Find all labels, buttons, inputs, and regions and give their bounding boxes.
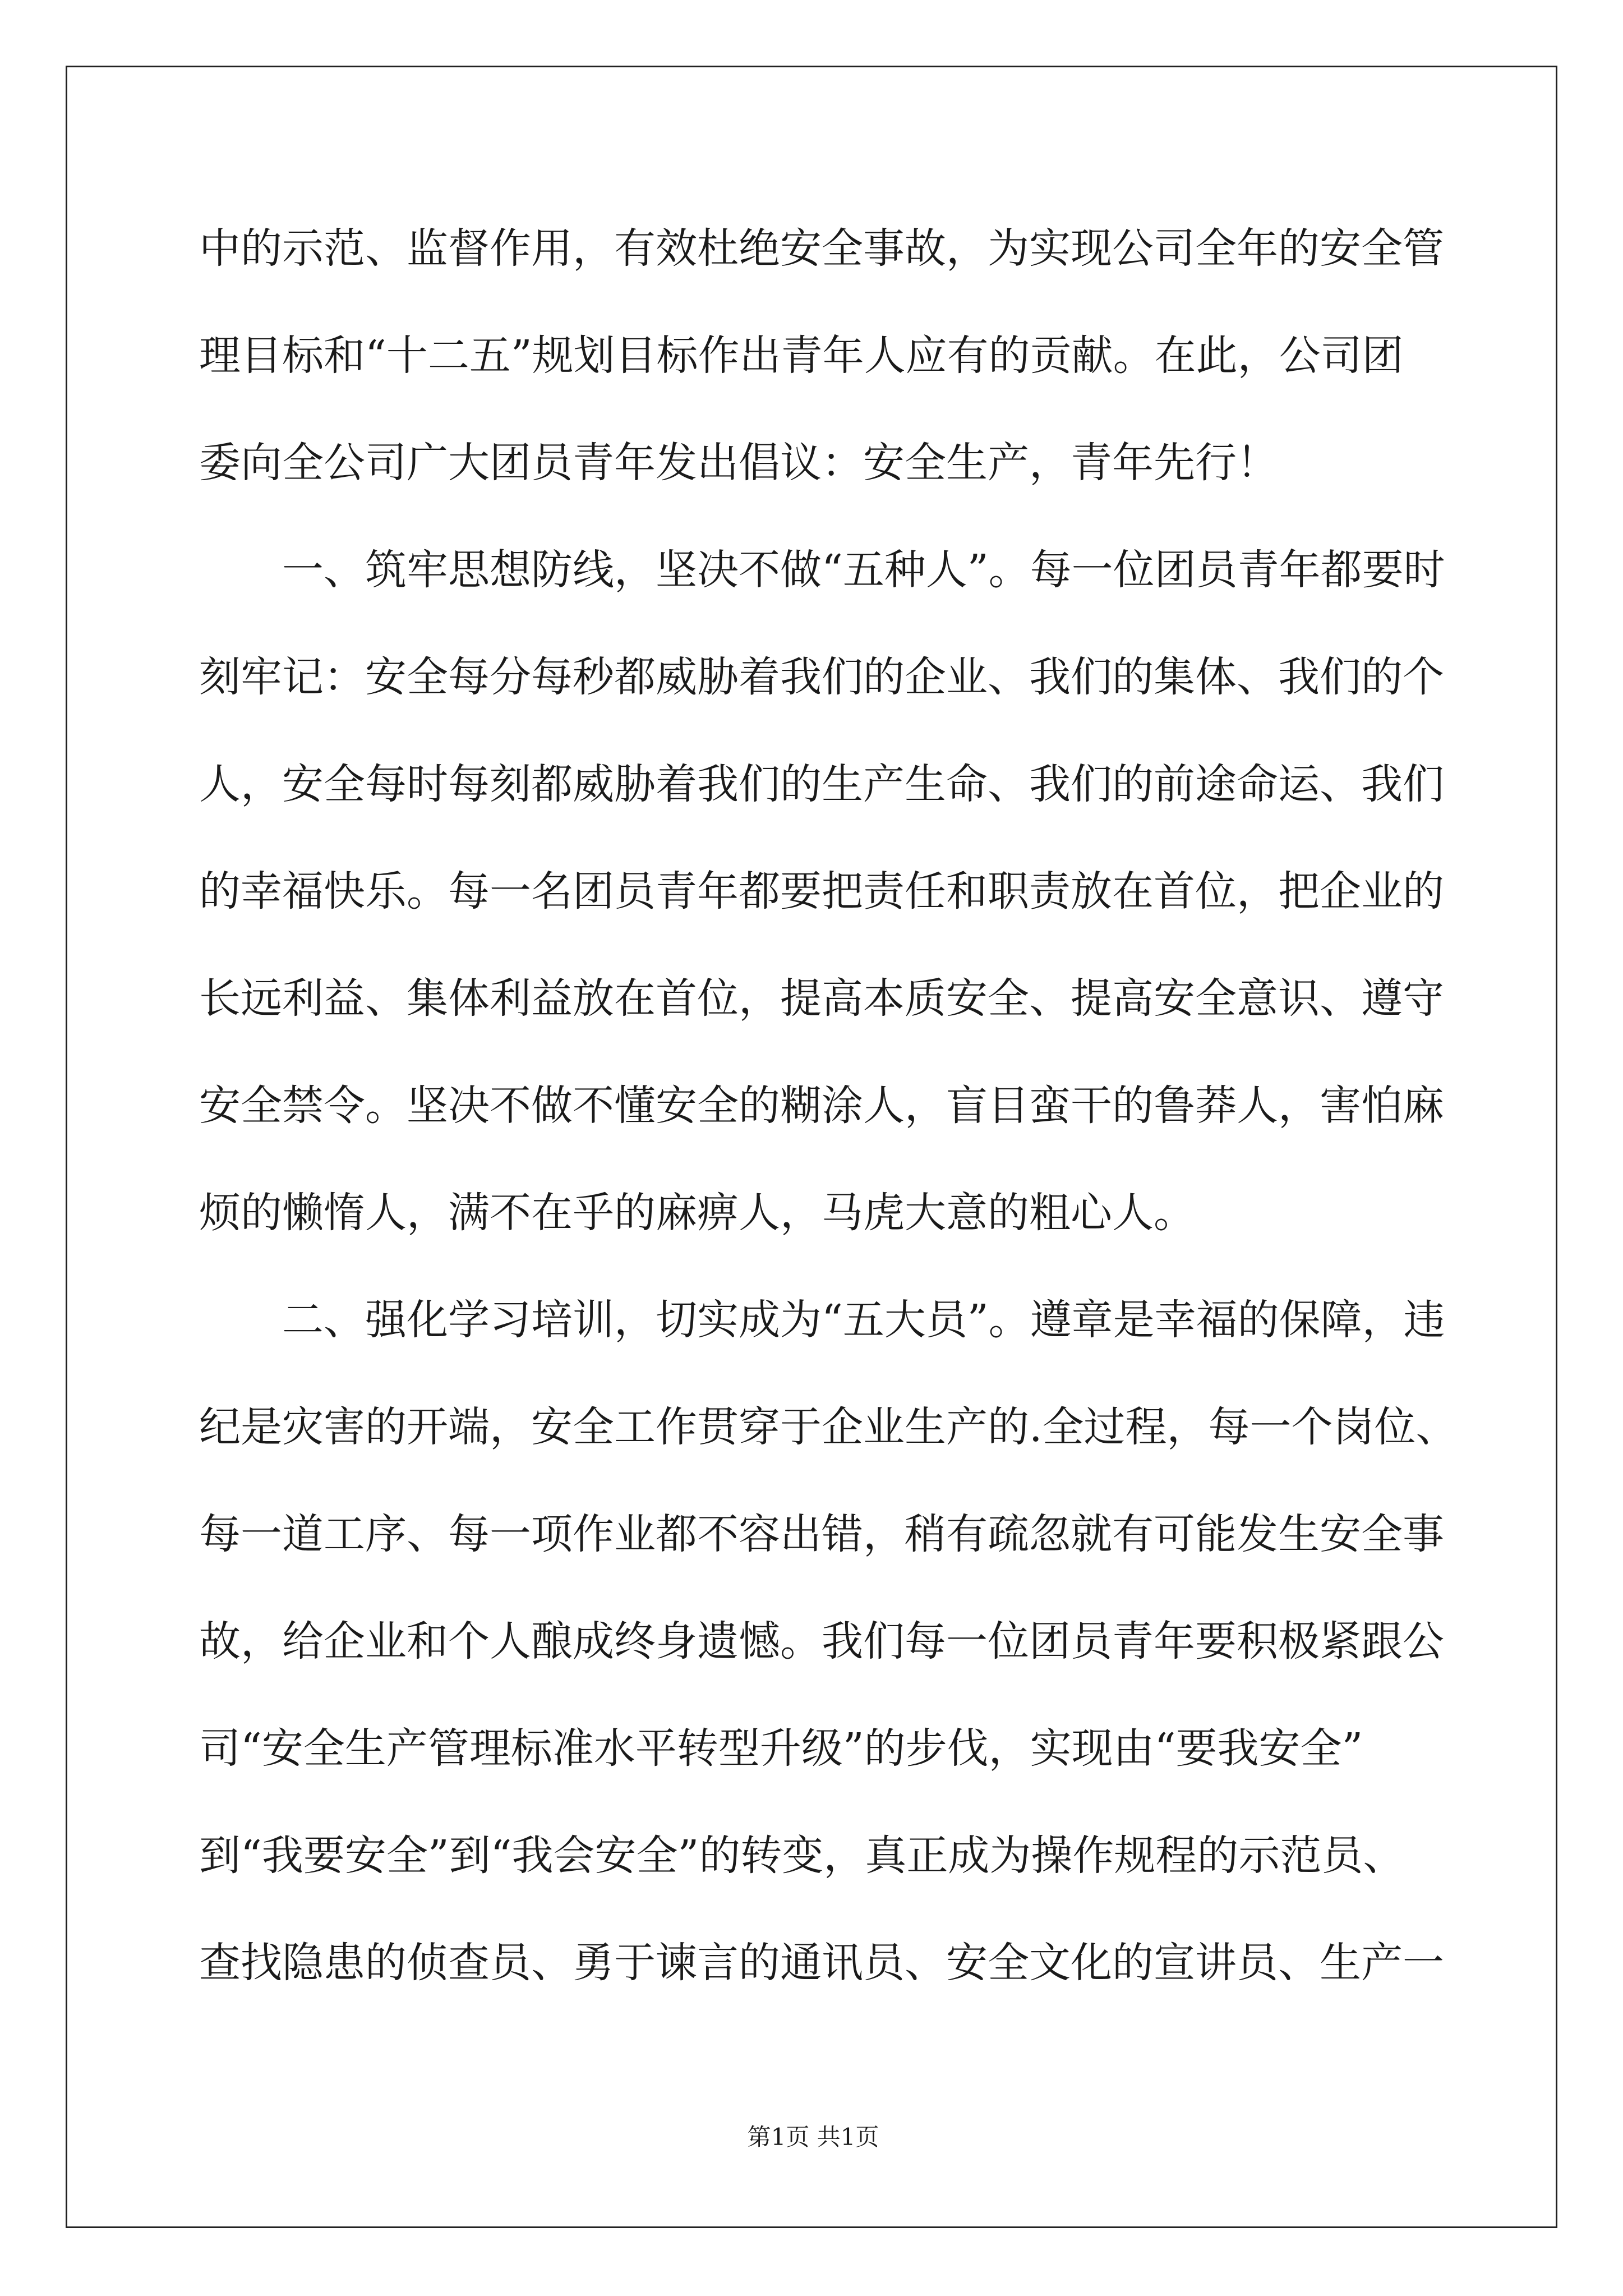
text-line: 中的示范、监督作用，有效杜绝安全事故，为实现公司全年的安全管	[199, 224, 1444, 273]
text-line: 委向全公司广大团员青年发出倡议：安全生产，青年先行！	[199, 439, 1278, 487]
paragraph-2-first-line: 二、强化学习培训，切实成为“五大员”。遵章是幸福的保障，违	[282, 1296, 1445, 1344]
text-line: 每一道工序、每一项作业都不容出错，稍有疏忽就有可能发生安全事	[199, 1510, 1444, 1558]
page-number-footer: 第1页 共1页	[747, 2123, 879, 2151]
text-line: 司“安全生产管理标准水平转型升级”的步伐，实现由“要我安全”	[199, 1724, 1363, 1773]
text-line: 长远利益、集体利益放在首位，提高本质安全、提高安全意识、遵守	[199, 974, 1444, 1023]
text-line: 烦的懒惰人，满不在乎的麻痹人，马虎大意的粗心人。	[199, 1189, 1195, 1237]
text-line: 刻牢记：安全每分每秒都威胁着我们的企业、我们的集体、我们的个	[199, 653, 1444, 701]
text-line: 的幸福快乐。每一名团员青年都要把责任和职责放在首位，把企业的	[199, 867, 1444, 915]
text-line: 安全禁令。坚决不做不懂安全的糊涂人，盲目蛮干的鲁莽人，害怕麻	[199, 1082, 1444, 1130]
text-line: 纪是灾害的开端，安全工作贯穿于企业生产的.全过程，每一个岗位、	[199, 1403, 1458, 1451]
text-line: 人，安全每时每刻都威胁着我们的生产生命、我们的前途命运、我们	[199, 760, 1444, 808]
text-line: 到“我要安全”到“我会安全”的转变，真正成为操作规程的示范员、	[199, 1832, 1405, 1880]
page-border	[66, 66, 1557, 2228]
text-line: 查找隐患的侦查员、勇于谏言的通讯员、安全文化的宣讲员、生产一	[199, 1939, 1444, 1987]
paragraph-1-first-line: 一、筑牢思想防线，坚决不做“五种人”。每一位团员青年都要时	[282, 546, 1445, 594]
text-line: 理目标和“十二五”规划目标作出青年人应有的贡献。在此，公司团	[199, 332, 1404, 380]
text-line: 故，给企业和个人酿成终身遗憾。我们每一位团员青年要积极紧跟公	[199, 1617, 1444, 1665]
